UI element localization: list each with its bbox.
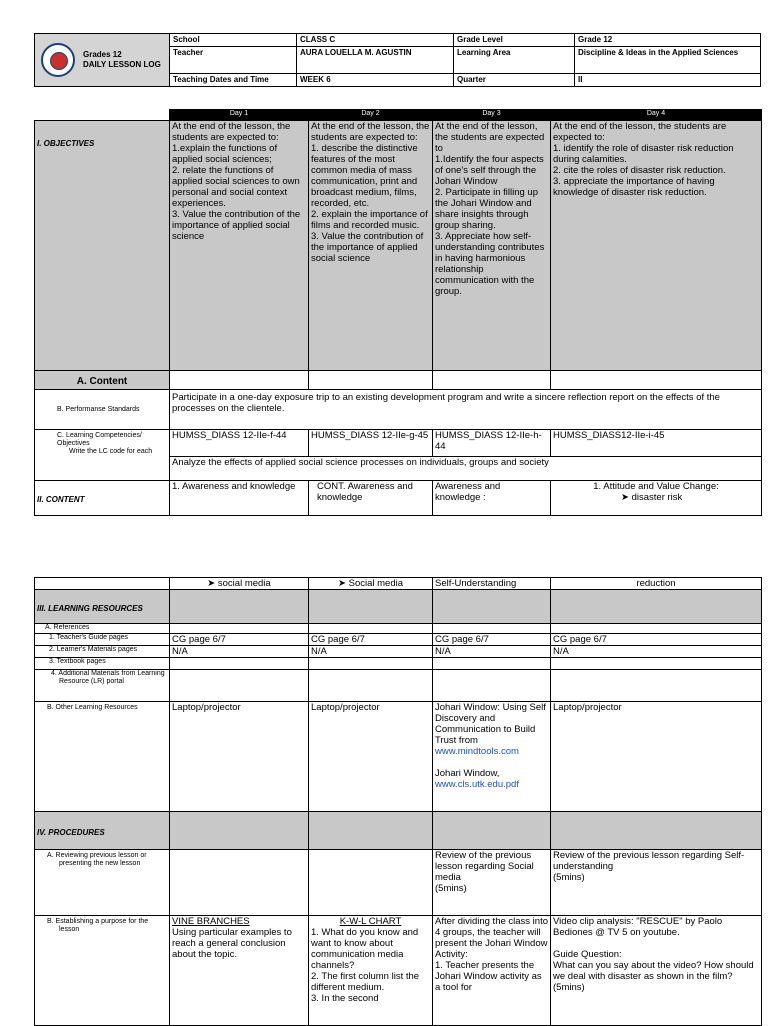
content-a-day1 [170,371,309,390]
content2-day4-line2: disaster risk [631,492,683,503]
objectives-label: I. OBJECTIVES [37,139,95,148]
additional-day1 [170,670,309,702]
resources-day2 [309,590,433,624]
lm-day3: N/A [433,646,551,658]
content2-label-cell [35,481,170,516]
proc-b-day2-text: 1. What do you know and want to know about communication media channels? 2. The first column list the different medium. 3. In the second [311,927,420,1004]
references-day2 [309,624,433,634]
tb-day3 [433,658,551,670]
bullet-arrow-icon: ➤ [338,578,346,589]
mindtools-link[interactable]: www.mindtools.com [435,746,519,757]
procedures-day4 [551,812,762,850]
content-a-label: A. Content [76,376,128,387]
procedures-day1 [170,812,309,850]
objectives-day3: At the end of the lesson, the students are expected to 1.Identify the four aspects of one's self through the Johari Window 2. Participate in filling up the Johari Window and share insights through group sharing. 3. Appreciate how self-understanding contributes in having harmonious relationship communication with the group. [433,121,551,371]
day-header-blank [35,110,170,121]
additional-day3 [433,670,551,702]
resources-day1 [170,590,309,624]
additional-day2 [309,670,433,702]
tb-day1 [170,658,309,670]
bullet-arrow-icon: ➤ [207,578,216,589]
references-day3 [433,624,551,634]
other-day3-text: Johari Window: Using Self Discovery and Communication to Build Trust from [435,702,546,746]
proc-a-label: A. Reviewing previous lesson or presenting the new lesson [35,850,170,916]
content-a-label-cell [35,371,170,390]
tb-day2 [309,658,433,670]
dates-value: WEEK 6 [297,74,454,87]
references-day4 [551,624,762,634]
tb-label: 3. Textbook pages [35,658,170,670]
cont-day1 [170,578,309,590]
performance-label: B. Performanse Standards [57,405,140,413]
procedures-label-cell [35,812,170,850]
content2-day4-line1: 1. Attitude and Value Change: [593,481,719,492]
content2-day4-line2-wrap [553,492,759,503]
proc-b-day1 [170,916,309,1026]
vine-branches-title: VINE BRANCHES [172,916,250,927]
procedures-label: IV. PROCEDURES [37,827,105,837]
learning-area-label: Learning Area [454,47,575,74]
lesson-table-1 [34,109,762,516]
resources-label-cell [35,590,170,624]
cont-day4: reduction [551,578,762,590]
bullet-arrow-icon: ➤ [621,492,629,503]
learning-area-value: Discipline & Ideas in the Applied Sciences [575,47,761,74]
header-title-dll: DAILY LESSON LOG [83,60,161,69]
competencies-label: C. Learning Competencies/ Objectives [57,432,142,447]
performance-text: Participate in a one-day exposure trip to an existing development program and write a sincere reflection report on the effects of the processes on the clientele. [170,390,762,430]
tg-label: 1. Teacher's Guide pages [35,634,170,646]
references-label: A. References [35,624,170,634]
content-a-day4 [551,371,762,390]
cont-day2-text: Social media [348,578,403,589]
tg-day1: CG page 6/7 [170,634,309,646]
cont-blank [35,578,170,590]
header-table [34,33,761,87]
proc-a-day2 [309,850,433,916]
cont-day3: Self-Understanding [433,578,551,590]
competency-day4: HUMSS_DIASS12-IIe-i-45 [551,430,762,457]
teacher-value: AURA LOUELLA M. AGUSTIN [297,47,454,74]
grade-level-label: Grade Level [454,34,575,47]
tb-day4 [551,658,762,670]
school-label: School [170,34,297,47]
proc-b-day3: After dividing the class into 4 groups, the teacher will present the Johari Window Activity: 1. Teacher presents the Johari Window activity as a tool for [433,916,551,1026]
references-day1 [170,624,309,634]
lm-day2: N/A [309,646,433,658]
teacher-label: Teacher [170,47,297,74]
deped-seal-icon [41,43,75,77]
content-a-day2 [309,371,433,390]
kwl-chart-title: K-W-L CHART [339,916,402,927]
lm-day1: N/A [170,646,309,658]
performance-label-cell [35,390,170,430]
objectives-day4: At the end of the lesson, the students are expected to: 1. identify the role of disaster risk reduction during calamities. 2. cite the roles of disaster risk reduction. 3. appreciate the importance of having knowledge of disaster risk reduction. [551,121,762,371]
other-day2: Laptop/projector [309,702,433,812]
day2-header: Day 2 [309,110,433,121]
additional-day4 [551,670,762,702]
content2-label: II. CONTENT [37,495,85,504]
content2-day1: 1. Awareness and knowledge [170,481,309,516]
resources-day4 [551,590,762,624]
resources-label: III. LEARNING RESOURCES [37,603,143,613]
quarter-value: II [575,74,761,87]
procedures-day2 [309,812,433,850]
dates-label: Teaching Dates and Time [170,74,297,87]
competencies-sublabel: Write the LC code for each [69,448,153,455]
tg-day2: CG page 6/7 [309,634,433,646]
competency-day3: HUMSS_DIASS 12-IIe-h-44 [433,430,551,457]
other-label: B. Other Learning Resources [35,702,170,812]
cont-day2 [309,578,433,590]
day1-header: Day 1 [170,110,309,121]
resources-day3 [433,590,551,624]
competencies-label-cell [35,430,170,481]
content2-day2: CONT. Awareness and knowledge [309,481,433,516]
other-day4: Laptop/projector [551,702,762,812]
tg-day3: CG page 6/7 [433,634,551,646]
other-day3-text2: Johari Window, [435,768,500,779]
content-a-day3 [433,371,551,390]
objectives-day1: At the end of the lesson, the students are expected to: 1.explain the functions of applied social sciences; 2. relate the functions of applied social sciences to own personal and social context experiences. 3. Value the contribution of the importance of applied social science [170,121,309,371]
lm-day4: N/A [551,646,762,658]
day4-header: Day 4 [551,110,762,121]
additional-label: 4. Additional Materials from Learning Resource (LR) portal [35,670,170,702]
content2-day3: Awareness and knowledge : [433,481,551,516]
grade-level-value: Grade 12 [575,34,761,47]
proc-a-day3: Review of the previous lesson regarding Social media (5mins) [433,850,551,916]
cls-utk-link[interactable]: www.cls.utk.edu.pdf [435,779,519,790]
lm-label: 2. Learner's Materials pages [35,646,170,658]
objectives-day2: At the end of the lesson, the students are expected to: 1. describe the distinctive features of the most common media of mass communication, print and broadcast medium, films, recorded, etc. 2. explain the importance of films and recorded music. 3. Value the contribution of the importance of applied social science [309,121,433,371]
proc-b-day1-text: Using particular examples to reach a general conclusion about the topic. [172,927,292,960]
day3-header: Day 3 [433,110,551,121]
lesson-table-2 [34,577,762,1026]
proc-b-label: B. Establishing a purpose for the lesson [35,916,170,1026]
tg-day4: CG page 6/7 [551,634,762,646]
other-day3 [433,702,551,812]
competency-day2: HUMSS_DIASS 12-IIe-g-45 [309,430,433,457]
proc-b-day4: Video clip analysis: "RESCUE" by Paolo Bediones @ TV 5 on youtube. Guide Question: What can you say about the video? How should we deal with disaster as shown in the film? (5mins) [551,916,762,1026]
proc-a-day4: Review of the previous lesson regarding Self-understanding (5mins) [551,850,762,916]
proc-b-day2 [309,916,433,1026]
other-day1: Laptop/projector [170,702,309,812]
school-value: CLASS C [297,34,454,47]
competency-day1: HUMSS_DIASS 12-IIe-f-44 [170,430,309,457]
proc-a-day1 [170,850,309,916]
header-title-grade: Grades 12 [83,50,122,59]
objectives-label-cell [35,121,170,371]
procedures-day3 [433,812,551,850]
cont-day1-text: social media [217,578,271,589]
header-logo-cell [35,34,170,87]
quarter-label: Quarter [454,74,575,87]
competency-text: Analyze the effects of applied social science processes on individuals, groups and society [170,457,762,481]
content2-day4 [551,481,762,516]
